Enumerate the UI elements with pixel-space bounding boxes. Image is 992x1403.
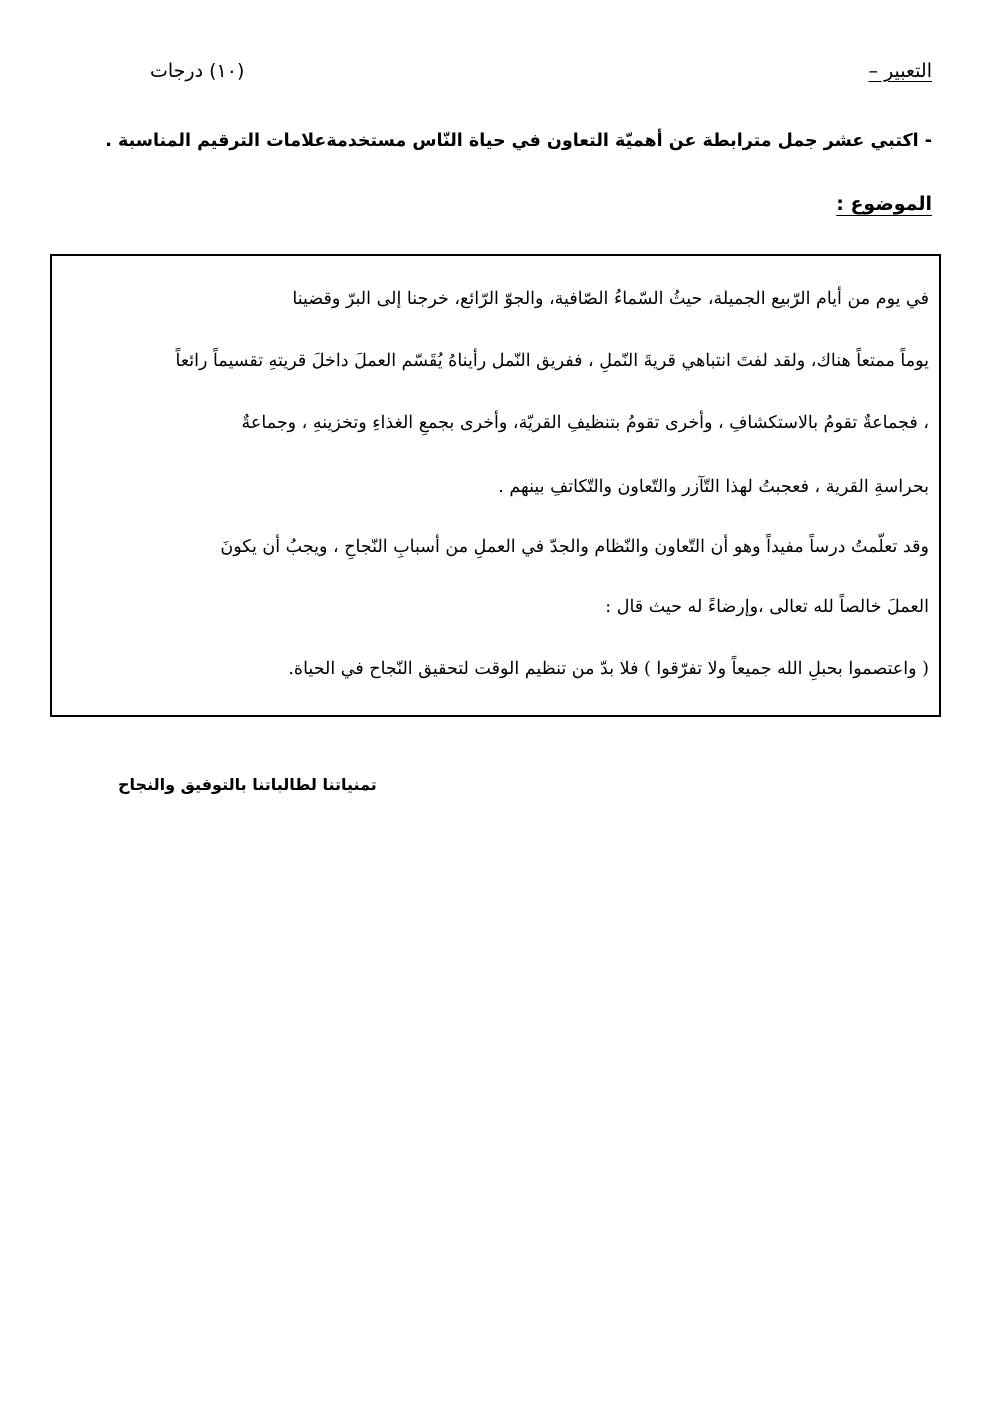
answer-line-2: يوماً ممتعاً هناك، ولقد لفتَ انتباهي قريةَ النّملِ ، ففريق النّمل رأيناهُ يُقَسّم العملَ داخلَ قريتهِ تقسيماً رائعاً — [175, 351, 929, 371]
answer-line-3: ، فجماعةٌ تقومُ بالاستكشافِ ، وأخرى تقومُ بتنظيفِ القريّة، وأخرى بجمعِ الغذاءِ وتخزينهِ ، وجماعةٌ — [241, 413, 929, 433]
answer-line-4: بحراسةِ القرية ، فعجبتُ لهذا التّآزر والتّعاون والتّكاتفِ بينهم . — [498, 477, 929, 497]
closing-wish: تمنياتنا لطالباتنا بالتوفيق والنجاح — [118, 775, 377, 794]
answer-line-6: العملَ خالصاً لله تعالى ،وإرضاءً له حيث قال : — [605, 597, 929, 617]
answer-line-5: وقد تعلّمتُ درساً مفيداً وهو أن التّعاون والنّظام والجدّ في العملِ من أسبابِ النّجاحِ ، ويجبُ أن يكونَ — [220, 537, 929, 557]
grade-label: (١٠) درجات — [150, 60, 245, 82]
section-title: التعبير – — [868, 60, 932, 82]
answer-box — [50, 254, 941, 717]
answer-line-7: ( واعتصموا بحبلِ الله جميعاً ولا تفرّقوا ) فلا بدّ من تنظيم الوقت لتحقيق النّجاح في الحياة. — [288, 659, 929, 679]
topic-label: الموضوع : — [836, 193, 932, 215]
answer-line-1: في يوم من أيام الرّبيع الجميلة، حيثُ السّماءُ الصّافية، والجوّ الرّائع، خرجنا إلى البرّ وقضينا — [292, 289, 929, 309]
instruction-text: - اكتبي عشر جمل مترابطة عن أهميّة التعاون في حياة النّاس مستخدمةعلامات الترقيم المناسبة . — [105, 131, 932, 151]
